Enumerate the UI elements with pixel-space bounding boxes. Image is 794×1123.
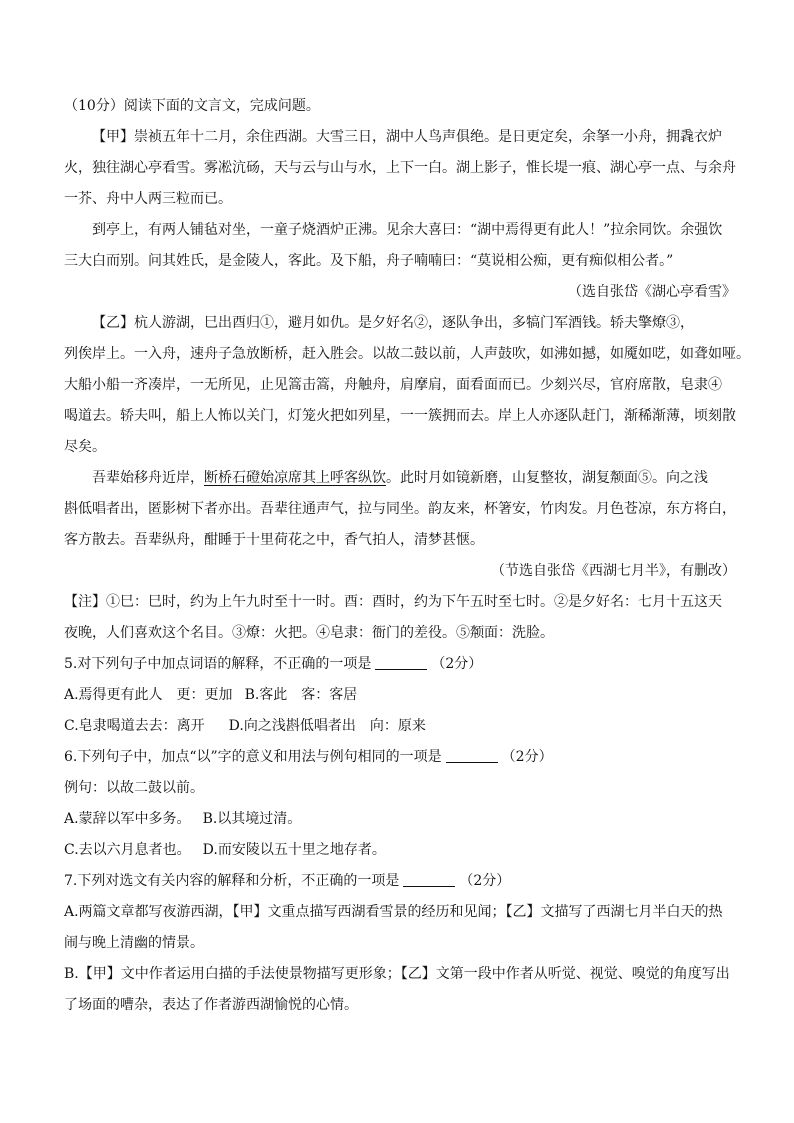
passage-line: 【乙】杭人游湖，巳出酉归①，避月如仇。是夕好名②，逐队争出，多犒门军酒钱。轿夫擎燎③，	[92, 315, 694, 331]
question-7	[64, 866, 740, 1021]
option-row	[64, 804, 740, 835]
passage-line: 喝道去。轿夫叫，船上人怖以关门，灯笼火把如列星，一一簇拥而去。岸上人亦逐队赶门，渐稀渐薄，顷刻散	[64, 408, 736, 424]
passage-line: 一芥、舟中人两三粒而已。	[64, 191, 232, 207]
option-row	[64, 711, 740, 742]
option-c: C.去以六月息者也。	[64, 842, 191, 858]
question-intro: （10分）阅读下面的文言文，完成问题。	[64, 98, 320, 114]
question-6	[64, 742, 740, 866]
question-stem: 6.下列句子中，加点“以”字的意义和用法与例句相同的一项是 （2分）	[64, 749, 553, 765]
annotation-notes	[64, 587, 740, 649]
source-citation: （选自张岱《湖心亭看雪》	[568, 284, 736, 300]
option-b: B.客此 客：客居	[244, 687, 358, 703]
answer-blank[interactable]	[375, 654, 427, 670]
passage-line: 尽矣。	[64, 439, 106, 455]
passage-line: 客方散去。吾辈纵舟，酣睡于十里荷花之中，香气拍人，清梦甚惬。	[64, 532, 484, 548]
source-citation: （节选自张岱《西湖七月半》，有删改）	[491, 563, 736, 579]
passage-line: 斟低唱者出，匿影树下者亦出。吾辈往通声气，拉与同坐。韵友来，杯箸安，竹肉发。月色苍凉，东方将白，	[64, 501, 736, 517]
passage-line	[64, 463, 740, 494]
passage-yi	[64, 308, 750, 587]
passage-line: 大船小船一齐凑岸，一无所见，止见篙击篙，舟触舟，肩摩肩，面看面而已。少刻兴尽，官府席散，皂隶④	[64, 377, 722, 393]
option-a: A.焉得更有此人 更：更加	[64, 687, 233, 703]
passage-jia	[64, 122, 740, 308]
answer-blank[interactable]	[403, 871, 455, 887]
option-a-line: A.两篇文章都写夜游西湖，【甲】文重点描写西湖看雪景的经历和见闻；【乙】文描写了西湖七月半白天的热	[64, 904, 723, 920]
option-c: C.皂隶喝道去去：离开	[64, 718, 205, 734]
passage-line: 到亭上，有两人铺毡对坐，一童子烧酒炉正沸。见余大喜曰：“湖中焉得更有此人！”拉余同饮。余强饮	[92, 222, 723, 238]
example-sentence: 例句：以故二鼓以前。	[64, 780, 204, 796]
option-b-line: B.【甲】文中作者运用白描的手法使景物描写更形象；【乙】文第一段中作者从听觉、视觉、嗅觉的角度写出	[64, 966, 730, 982]
note-line: 【注】①巳：巳时，约为上午九时至十一时。酉：酉时，约为下午五时至七时。②是夕好名：七月十五这天	[64, 594, 722, 610]
question-stem: 7.下列对选文有关内容的解释和分析，不正确的一项是 （2分）	[64, 873, 511, 889]
passage-line: 列俟岸上。一入舟，速舟子急放断桥，赶入胜会。以故二鼓以前，人声鼓吹，如沸如撼，如魇如呓，如聋如哑。	[64, 346, 750, 362]
passage-text: 吾辈始移舟近岸，	[92, 470, 204, 486]
option-b: B.以其境过清。	[202, 811, 302, 827]
underlined-sentence: 断桥石磴始凉席其上呼客纵饮	[204, 470, 386, 486]
option-d: D.而安陵以五十里之地存者。	[202, 842, 386, 858]
document-page	[64, 91, 750, 1021]
question-stem: 5.对下列句子中加点词语的解释，不正确的一项是 （2分）	[64, 656, 483, 672]
passage-line: 【甲】崇祯五年十二月，余住西湖。大雪三日，湖中人鸟声俱绝。是日更定矣，余拏一小舟，拥毳衣炉	[92, 129, 722, 145]
option-d: D.向之浅斟低唱者出 向：原来	[228, 718, 426, 734]
option-a: A.蒙辞以军中多务。	[64, 811, 191, 827]
option-b-line: 了场面的嘈杂，表达了作者游西湖愉悦的心情。	[64, 997, 358, 1013]
question-5	[64, 649, 740, 742]
note-line: 夜晚，人们喜欢这个名目。③燎：火把。④皂隶：衙门的差役。⑤颒面：洗脸。	[64, 625, 554, 641]
passage-line: 火，独往湖心亭看雪。雾凇沆砀，天与云与山与水，上下一白。湖上影子，惟长堤一痕、湖心亭一点、与余舟	[64, 160, 736, 176]
option-row	[64, 680, 740, 711]
passage-text: 。此时月如镜新磨，山复整妆，湖复颒面⑤。向之浅	[386, 470, 708, 486]
passage-line: 三大白而别。问其姓氏，是金陵人，客此。及下船，舟子喃喃曰：“莫说相公痴，更有痴似相公者。”	[64, 253, 674, 269]
answer-blank[interactable]	[446, 747, 498, 763]
option-a-line: 闹与晚上清幽的情景。	[64, 935, 204, 951]
option-row	[64, 835, 740, 866]
